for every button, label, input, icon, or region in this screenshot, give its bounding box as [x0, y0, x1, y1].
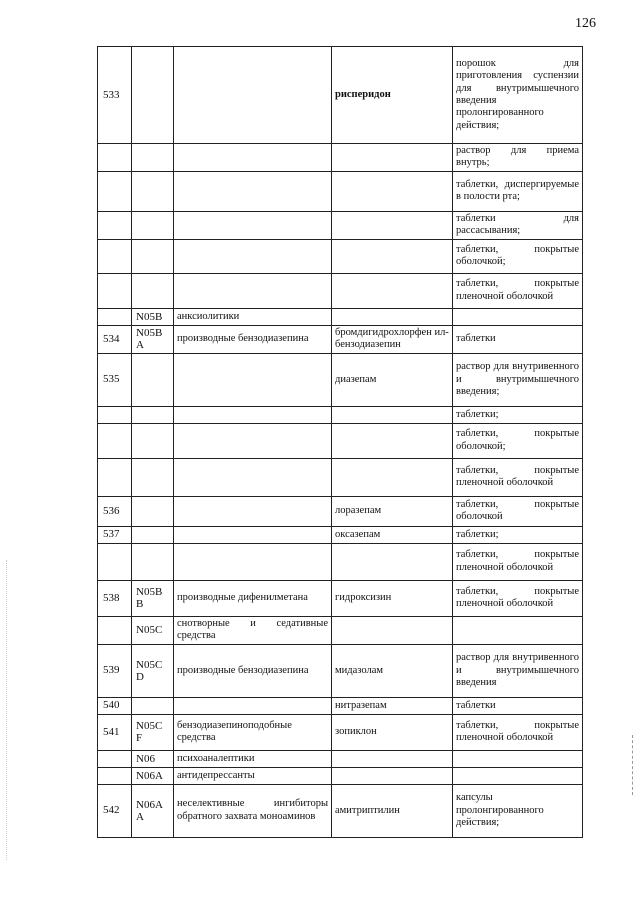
- dosage-form: таблетки, покрытые пленочной оболочкой: [453, 714, 583, 750]
- drug-name: [332, 616, 453, 644]
- drug-name: [332, 273, 453, 308]
- table-row: [98, 543, 583, 580]
- dosage-form: таблетки, покрытые пленочной оболочкой: [453, 580, 583, 616]
- drug-name: бромдигидрохлорфен ил-бензодиазепин: [332, 325, 453, 353]
- row-number: 534: [98, 325, 132, 353]
- table-row: [98, 697, 583, 714]
- row-number: 535: [98, 353, 132, 406]
- drug-name: [332, 171, 453, 211]
- atc-group: анксиолитики: [174, 308, 332, 325]
- row-number: 539: [98, 644, 132, 697]
- dosage-form: таблетки, покрытые оболочкой;: [453, 239, 583, 273]
- atc-group: [174, 526, 332, 543]
- dosage-form: таблетки, покрытые пленочной оболочкой: [453, 273, 583, 308]
- table-row: [98, 526, 583, 543]
- row-number: 542: [98, 784, 132, 837]
- atc-code: N06: [132, 750, 174, 767]
- atc-code: [132, 239, 174, 273]
- row-number: [98, 308, 132, 325]
- atc-group: неселективные ингибиторы обратного захвата моноаминов: [174, 784, 332, 837]
- drug-name: диазепам: [332, 353, 453, 406]
- atc-group: [174, 144, 332, 172]
- atc-group: антидепрессанты: [174, 767, 332, 784]
- row-number: [98, 211, 132, 239]
- drug-name: лоразепам: [332, 496, 453, 526]
- atc-group: [174, 211, 332, 239]
- atc-group: [174, 171, 332, 211]
- drug-name: [332, 406, 453, 423]
- dosage-form: таблетки, покрытые оболочкой;: [453, 423, 583, 458]
- atc-code: N06A A: [132, 784, 174, 837]
- drug-name: оксазепам: [332, 526, 453, 543]
- table-row: [98, 308, 583, 325]
- row-number: [98, 239, 132, 273]
- dosage-form: раствор для внутривенного и внутримышечного введения: [453, 644, 583, 697]
- atc-code: [132, 423, 174, 458]
- dosage-form: [453, 767, 583, 784]
- dosage-form: порошок для приготовления суспензии для внутримышечного введения пролонгированного действия;: [453, 47, 583, 144]
- dosage-form: [453, 308, 583, 325]
- drug-name: [332, 767, 453, 784]
- dosage-form: [453, 616, 583, 644]
- atc-group: [174, 697, 332, 714]
- dosage-form: раствор для внутривенного и внутримышечного введения;: [453, 353, 583, 406]
- atc-group: [174, 543, 332, 580]
- drug-name: мидазолам: [332, 644, 453, 697]
- row-number: [98, 273, 132, 308]
- drug-name: [332, 308, 453, 325]
- drug-name: [332, 543, 453, 580]
- dosage-form: раствор для приема внутрь;: [453, 144, 583, 172]
- table-row: [98, 784, 583, 837]
- atc-code: N05C: [132, 616, 174, 644]
- row-number: [98, 750, 132, 767]
- scan-artifact: [6, 560, 8, 860]
- atc-code: N05C D: [132, 644, 174, 697]
- dosage-form: таблетки, покрытые пленочной оболочкой: [453, 458, 583, 496]
- dosage-form: таблетки, диспергируемые в полости рта;: [453, 171, 583, 211]
- atc-group: [174, 496, 332, 526]
- drug-name: гидроксизин: [332, 580, 453, 616]
- table-row: [98, 423, 583, 458]
- atc-code: [132, 47, 174, 144]
- atc-group: производные бензодиазепина: [174, 325, 332, 353]
- atc-code: N06A: [132, 767, 174, 784]
- dosage-form: таблетки, покрытые пленочной оболочкой: [453, 543, 583, 580]
- dosage-form: таблетки;: [453, 406, 583, 423]
- row-number: [98, 144, 132, 172]
- dosage-form: таблетки для рассасывания;: [453, 211, 583, 239]
- row-number: [98, 423, 132, 458]
- row-number: [98, 616, 132, 644]
- table-row: [98, 616, 583, 644]
- atc-group: [174, 47, 332, 144]
- scan-artifact: [632, 735, 634, 795]
- atc-group: [174, 423, 332, 458]
- row-number: [98, 458, 132, 496]
- page-number: 126: [575, 16, 596, 31]
- atc-group: [174, 273, 332, 308]
- atc-group: психоаналептики: [174, 750, 332, 767]
- atc-code: [132, 406, 174, 423]
- atc-code: [132, 171, 174, 211]
- drug-name: [332, 750, 453, 767]
- table-row: [98, 406, 583, 423]
- drug-name: [332, 423, 453, 458]
- row-number: [98, 171, 132, 211]
- drug-list-table: [97, 46, 583, 838]
- atc-group: производные бензодиазепина: [174, 644, 332, 697]
- row-number: 538: [98, 580, 132, 616]
- atc-code: N05C F: [132, 714, 174, 750]
- atc-group: снотворные и седативные средства: [174, 616, 332, 644]
- atc-code: [132, 273, 174, 308]
- table-row: [98, 458, 583, 496]
- atc-code: N05B: [132, 308, 174, 325]
- table-row: [98, 353, 583, 406]
- dosage-form: таблетки, покрытые оболочкой: [453, 496, 583, 526]
- atc-group: [174, 458, 332, 496]
- dosage-form: [453, 750, 583, 767]
- table-row: [98, 767, 583, 784]
- atc-group: производные дифенилметана: [174, 580, 332, 616]
- atc-group: бензодиазепиноподобные средства: [174, 714, 332, 750]
- table-row: [98, 580, 583, 616]
- table-row: [98, 171, 583, 211]
- drug-name: амитриптилин: [332, 784, 453, 837]
- table-row: [98, 144, 583, 172]
- drug-name: зопиклон: [332, 714, 453, 750]
- drug-name: [332, 144, 453, 172]
- row-number: 536: [98, 496, 132, 526]
- atc-code: [132, 543, 174, 580]
- table-row: [98, 239, 583, 273]
- row-number: 540: [98, 697, 132, 714]
- row-number: 537: [98, 526, 132, 543]
- drug-name: нитразепам: [332, 697, 453, 714]
- row-number: [98, 767, 132, 784]
- table-row: [98, 496, 583, 526]
- atc-code: [132, 526, 174, 543]
- atc-code: [132, 144, 174, 172]
- drug-name: рисперидон: [332, 47, 453, 144]
- table-row: [98, 47, 583, 144]
- table-row: [98, 325, 583, 353]
- atc-code: [132, 697, 174, 714]
- atc-group: [174, 239, 332, 273]
- row-number: [98, 406, 132, 423]
- row-number: 533: [98, 47, 132, 144]
- dosage-form: таблетки;: [453, 526, 583, 543]
- atc-code: [132, 458, 174, 496]
- dosage-form: таблетки: [453, 325, 583, 353]
- dosage-form: таблетки: [453, 697, 583, 714]
- atc-group: [174, 353, 332, 406]
- table-row: [98, 644, 583, 697]
- row-number: 541: [98, 714, 132, 750]
- drug-name: [332, 239, 453, 273]
- atc-code: [132, 211, 174, 239]
- drug-name: [332, 211, 453, 239]
- drug-name: [332, 458, 453, 496]
- atc-code: N05B A: [132, 325, 174, 353]
- row-number: [98, 543, 132, 580]
- table-row: [98, 714, 583, 750]
- atc-group: [174, 406, 332, 423]
- atc-code: N05B B: [132, 580, 174, 616]
- table-row: [98, 750, 583, 767]
- dosage-form: капсулы пролонгированного действия;: [453, 784, 583, 837]
- table-row: [98, 273, 583, 308]
- table-row: [98, 211, 583, 239]
- atc-code: [132, 496, 174, 526]
- atc-code: [132, 353, 174, 406]
